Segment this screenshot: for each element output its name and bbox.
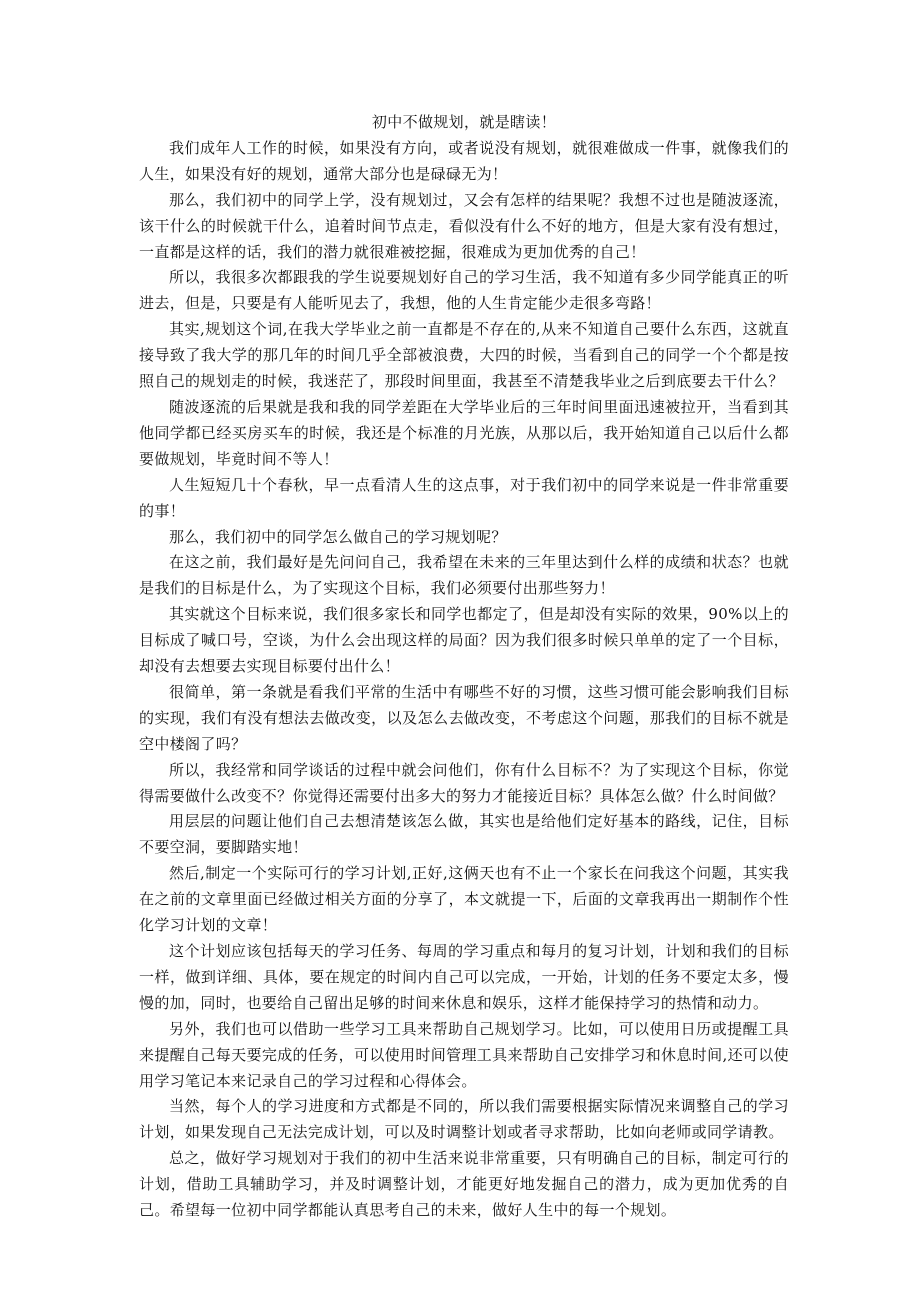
article-body xyxy=(139,110,789,1224)
paragraph: 然后,制定一个实际可行的学习计划,正好,这俩天也有不止一个家长在问我这个问题，其实我在之前的文章里面已经做过相关方面的分享了，本文就提一下，后面的文章我再出一期制作个性化学习计划的文章！ xyxy=(139,864,789,935)
paragraph: 另外，我们也可以借助一些学习工具来帮助自己规划学习。比如，可以使用日历或提醒工具来提醒自己每天要完成的任务，可以使用时间管理工具来帮助自己安排学习和休息时间,还可以使用学习笔记本来记录自己的学习过程和心得体会。 xyxy=(139,1019,789,1090)
paragraph: 所以，我很多次都跟我的学生说要规划好自己的学习生活，我不知道有多少同学能真正的听进去，但是，只要是有人能听见去了，我想，他的人生肯定能少走很多弯路！ xyxy=(139,268,789,313)
paragraph: 当然，每个人的学习进度和方式都是不同的，所以我们需要根据实际情况来调整自己的学习计划，如果发现自己无法完成计划，可以及时调整计划或者寻求帮助，比如向老师或同学请教。 xyxy=(139,1097,789,1142)
article-title: 初中不做规划，就是瞎读！ xyxy=(371,113,557,131)
paragraph: 很简单，第一条就是看我们平常的生活中有哪些不好的习惯，这些习惯可能会影响我们目标的实现，我们有没有想法去做改变，以及怎么去做改变，不考虑这个问题，那我们的目标不就是空中楼阁了吗？ xyxy=(139,682,789,753)
paragraph: 在这之前，我们最好是先问问自己，我希望在未来的三年里达到什么样的成绩和状态？也就是我们的目标是什么，为了实现这个目标，我们必须要付出那些努力！ xyxy=(139,553,789,598)
paragraph: 用层层的问题让他们自己去想清楚该怎么做，其实也是给他们定好基本的路线，记住，目标不要空洞，要脚踏实地！ xyxy=(139,812,789,857)
paragraph: 那么，我们初中的同学怎么做自己的学习规划呢？ xyxy=(169,527,507,546)
paragraph: 其实就这个目标来说，我们很多家长和同学也都定了，但是却没有实际的效果，90%以上的目标成了喊口号，空谈，为什么会出现这样的局面？因为我们很多时候只单单的定了一个目标，却没有去想要去实现目标要付出什么！ xyxy=(139,605,789,676)
paragraph: 随波逐流的后果就是我和我的同学差距在大学毕业后的三年时间里面迅速被拉开，当看到其他同学都已经买房买车的时候，我还是个标准的月光族，从那以后，我开始知道自己以后什么都要做规划，毕竟时间不等人！ xyxy=(139,397,789,468)
paragraph: 那么，我们初中的同学上学，没有规划过，又会有怎样的结果呢？我想不过也是随波逐流，该干什么的时候就干什么，追着时间节点走，看似没有什么不好的地方，但是大家有没有想过，一直都是这样的话，我们的潜力就很难被挖掘，很难成为更加优秀的自己！ xyxy=(139,190,789,261)
paragraph: 其实,规划这个词,在我大学毕业之前一直都是不存在的,从来不知道自己要什么东西，这就直接导致了我大学的那几年的时间几乎全部被浪费，大四的时候，当看到自己的同学一个个都是按照自己的规划走的时候，我迷茫了，那段时间里面，我甚至不清楚我毕业之后到底要去干什么？ xyxy=(139,320,789,391)
paragraph: 我们成年人工作的时候，如果没有方向，或者说没有规划，就很难做成一件事，就像我们的人生，如果没有好的规划，通常大部分也是碌碌无为！ xyxy=(139,138,789,183)
paragraph: 这个计划应该包括每天的学习任务、每周的学习重点和每月的复习计划，计划和我们的目标一样，做到详细、具体，要在规定的时间内自己可以完成，一开始，计划的任务不要定太多，慢慢的加，同时，也要给自己留出足够的时间来休息和娱乐，这样才能保持学习的热情和动力。 xyxy=(139,942,789,1012)
paragraph: 所以，我经常和同学谈话的过程中就会问他们，你有什么目标不？为了实现这个目标，你觉得需要做什么改变不？你觉得还需要付出多大的努力才能接近目标？具体怎么做？什么时间做？ xyxy=(139,760,789,805)
paragraph: 人生短短几十个春秋，早一点看清人生的这点事，对于我们初中的同学来说是一件非常重要的事！ xyxy=(139,475,789,520)
paragraph: 总之，做好学习规划对于我们的初中生活来说非常重要，只有明确自己的目标，制定可行的计划，借助工具辅助学习，并及时调整计划，才能更好地发掘自己的潜力，成为更加优秀的自己。希望每一位初中同学都能认真思考自己的未来，做好人生中的每一个规划。 xyxy=(139,1149,789,1220)
